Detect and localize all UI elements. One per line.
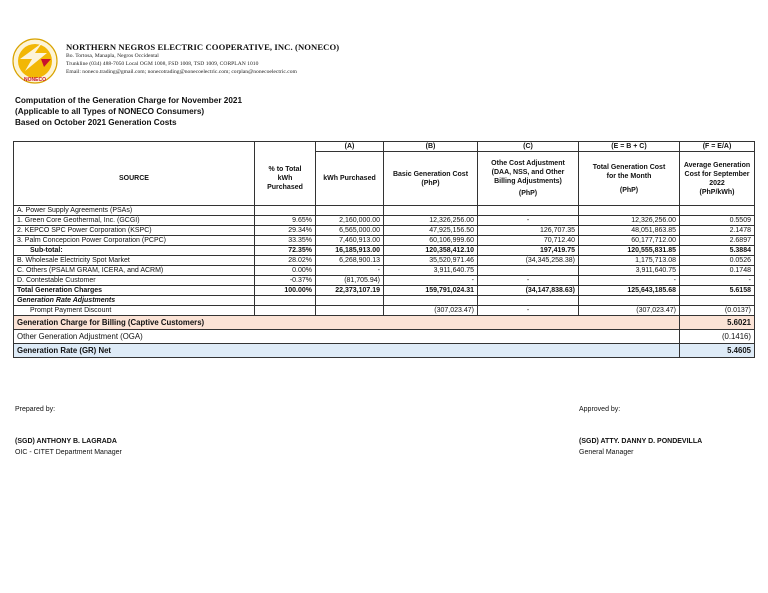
col-letter-e: (E = B + C)	[579, 142, 680, 152]
summary-body	[14, 316, 755, 358]
cell-other	[478, 266, 579, 276]
header-pct: % to Total kWh Purchased	[255, 152, 316, 206]
cell-kwh: 16,185,913.00	[316, 246, 384, 256]
cell-basic: 120,358,412.10	[384, 246, 478, 256]
summary-row	[14, 330, 755, 344]
header-other-unit: (PhP)	[518, 190, 538, 197]
cell-total	[579, 206, 680, 216]
cell-avg: 0.0526	[680, 256, 755, 266]
table-row	[14, 256, 755, 266]
cell-total: (307,023.47)	[579, 306, 680, 316]
cell-avg	[680, 296, 755, 306]
column-header-row	[14, 152, 755, 206]
cell-kwh: 6,268,900.13	[316, 256, 384, 266]
approved-by-name: (SGD) ATTY. DANNY D. PONDEVILLA	[579, 438, 703, 445]
cell-other: 126,707.35	[478, 226, 579, 236]
table-row	[14, 236, 755, 246]
cell-other: -	[478, 306, 579, 316]
col-letter-c: (C)	[478, 142, 579, 152]
cell-source: D. Contestable Customer	[14, 276, 255, 286]
summary-label: Generation Charge for Billing (Captive Customers)	[14, 316, 680, 330]
cell-source: Generation Rate Adjustments	[14, 296, 255, 306]
cell-avg	[680, 206, 755, 216]
cell-avg: 5.6158	[680, 286, 755, 296]
cell-avg: 0.5509	[680, 216, 755, 226]
cell-total: 60,177,712.00	[579, 236, 680, 246]
cell-basic	[384, 296, 478, 306]
col-letter-f: (F = E/A)	[680, 142, 755, 152]
header-total-unit: (PhP)	[619, 186, 639, 194]
document-subtitle: (Applicable to all Types of NONECO Consumers)	[15, 107, 205, 116]
cell-pct: 9.65%	[255, 216, 316, 226]
cell-avg: (0.0137)	[680, 306, 755, 316]
col-letter-b: (B)	[384, 142, 478, 152]
cell-kwh: 2,160,000.00	[316, 216, 384, 226]
cell-pct	[255, 206, 316, 216]
noneco-logo	[11, 37, 59, 85]
cell-other	[478, 296, 579, 306]
cell-other: -	[478, 276, 579, 286]
cell-source: A. Power Supply Agreements (PSAs)	[14, 206, 255, 216]
table-row	[14, 286, 755, 296]
cell-source: Prompt Payment Discount	[14, 306, 255, 316]
column-letter-row	[14, 142, 755, 152]
summary-value: (0.1416)	[680, 330, 755, 344]
cell-basic: (307,023.47)	[384, 306, 478, 316]
header-other	[478, 152, 579, 206]
cell-other: (34,147,838.63)	[478, 286, 579, 296]
cell-pct: 72.35%	[255, 246, 316, 256]
header-source: SOURCE	[14, 152, 255, 206]
cell-kwh: 7,460,913.00	[316, 236, 384, 246]
table-body	[14, 206, 755, 316]
cell-other: 70,712.40	[478, 236, 579, 246]
table-row	[14, 276, 755, 286]
summary-value: 5.6021	[680, 316, 755, 330]
approved-by-label: Approved by:	[579, 406, 621, 413]
table-row	[14, 216, 755, 226]
summary-label: Generation Rate (GR) Net	[14, 344, 680, 358]
summary-row	[14, 316, 755, 330]
cell-other: 197,419.75	[478, 246, 579, 256]
header-avg-unit: (PhP/kWh)	[699, 188, 735, 196]
cell-total: 48,051,863.85	[579, 226, 680, 236]
header-total-label: Total Generation Cost for the Month	[592, 163, 666, 180]
cell-kwh: 22,373,107.19	[316, 286, 384, 296]
table-row	[14, 296, 755, 306]
cell-pct	[255, 306, 316, 316]
header-total	[579, 152, 680, 206]
cell-total: 1,175,713.08	[579, 256, 680, 266]
cell-kwh: -	[316, 266, 384, 276]
approved-by-role: General Manager	[579, 449, 634, 456]
cell-basic: 3,911,640.75	[384, 266, 478, 276]
cell-source: Total Generation Charges	[14, 286, 255, 296]
table-row	[14, 226, 755, 236]
table-row	[14, 206, 755, 216]
cell-pct: 29.34%	[255, 226, 316, 236]
svg-text:NONECO: NONECO	[24, 77, 46, 83]
organization-phones: Trunkline (034) 488-7050 Local OGM 1008, FSD 1008, TSD 1009, CORPLAN 1010	[66, 61, 259, 67]
table-row	[14, 306, 755, 316]
cell-total: 125,643,185.68	[579, 286, 680, 296]
cell-basic: 47,925,156.50	[384, 226, 478, 236]
cell-kwh: 6,565,000.00	[316, 226, 384, 236]
document-basis: Based on October 2021 Generation Costs	[15, 118, 177, 127]
cell-kwh	[316, 206, 384, 216]
cell-other: (34,345,258.38)	[478, 256, 579, 266]
cell-avg: 2.6897	[680, 236, 755, 246]
cell-pct: 100.00%	[255, 286, 316, 296]
summary-value: 5.4605	[680, 344, 755, 358]
cell-total: 120,555,831.85	[579, 246, 680, 256]
cell-total: -	[579, 276, 680, 286]
cell-source: C. Others (PSALM GRAM, ICERA, and ACRM)	[14, 266, 255, 276]
header-avg	[680, 152, 755, 206]
summary-row	[14, 344, 755, 358]
cell-avg: 0.1748	[680, 266, 755, 276]
cell-other: -	[478, 216, 579, 226]
prepared-by-label: Prepared by:	[15, 406, 56, 413]
organization-address: Bo. Tortosa, Manapla, Negros Occidental	[66, 53, 159, 59]
cell-basic	[384, 206, 478, 216]
cell-basic: 12,326,256.00	[384, 216, 478, 226]
generation-charge-table	[13, 141, 755, 358]
cell-basic: 35,520,971.46	[384, 256, 478, 266]
document-title: Computation of the Generation Charge for November 2021	[15, 96, 243, 105]
cell-kwh	[316, 306, 384, 316]
cell-basic: 159,791,024.31	[384, 286, 478, 296]
header-avg-label: Average Generation Cost for September 2022	[683, 161, 751, 187]
prepared-by-name: (SGD) ANTHONY B. LAGRADA	[15, 438, 117, 445]
organization-emails: Email: noneco.trading@gmail.com; nonecotrading@nonecoelectric.com; corplan@nonecoelectric.com	[66, 69, 297, 75]
cell-avg: -	[680, 276, 755, 286]
cell-pct	[255, 296, 316, 306]
cell-pct: 28.02%	[255, 256, 316, 266]
cell-basic: 60,106,999.60	[384, 236, 478, 246]
header-basic: Basic Generation Cost (PhP)	[384, 152, 478, 206]
cell-total	[579, 296, 680, 306]
cell-total: 12,326,256.00	[579, 216, 680, 226]
cell-avg: 5.3884	[680, 246, 755, 256]
cell-source: Sub-total:	[14, 246, 255, 256]
header-kwh: kWh Purchased	[316, 152, 384, 206]
cell-source: 1. Green Core Geothermal, Inc. (GCGI)	[14, 216, 255, 226]
cell-total: 3,911,640.75	[579, 266, 680, 276]
organization-name: NORTHERN NEGROS ELECTRIC COOPERATIVE, INC. (NONECO)	[66, 42, 340, 52]
table-row	[14, 266, 755, 276]
cell-pct: 33.35%	[255, 236, 316, 246]
cell-source: B. Wholesale Electricity Spot Market	[14, 256, 255, 266]
col-letter-a: (A)	[316, 142, 384, 152]
table-row	[14, 246, 755, 256]
cell-pct: -0.37%	[255, 276, 316, 286]
header-other-label: Othe Cost Adjustment (DAA, NSS, and Other Billing Adjustments)	[491, 160, 565, 185]
cell-avg: 2.1478	[680, 226, 755, 236]
cell-basic: -	[384, 276, 478, 286]
cell-pct: 0.00%	[255, 266, 316, 276]
cell-other	[478, 206, 579, 216]
cell-source: 3. Palm Concepcion Power Corporation (PCPC)	[14, 236, 255, 246]
prepared-by-role: OIC - CITET Department Manager	[15, 449, 122, 456]
cell-source: 2. KEPCO SPC Power Corporation (KSPC)	[14, 226, 255, 236]
summary-label: Other Generation Adjustment (OGA)	[14, 330, 680, 344]
cell-kwh: (81,705.94)	[316, 276, 384, 286]
cell-kwh	[316, 296, 384, 306]
